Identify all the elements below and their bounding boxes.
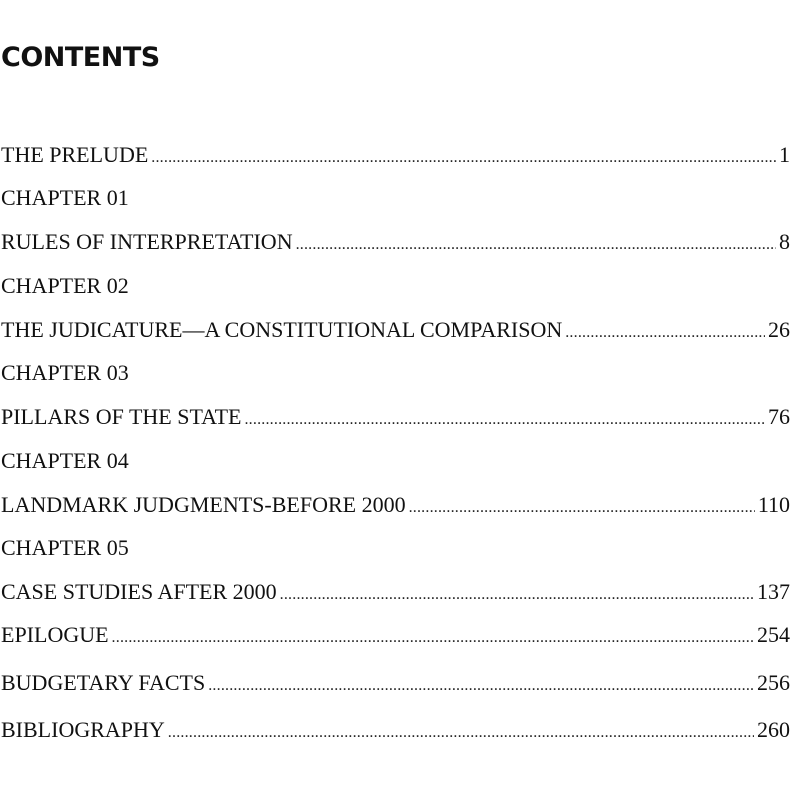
toc-entry-budgetary-facts[interactable] <box>0 668 790 698</box>
toc-entry-judicature[interactable] <box>0 315 790 345</box>
toc-entry-page: 254 <box>757 622 790 647</box>
toc-entry-case-studies[interactable] <box>0 577 790 607</box>
toc-entry-page: 256 <box>757 670 790 695</box>
contents-heading: CONTENTS <box>1 42 160 73</box>
dot-leader <box>112 623 754 653</box>
toc-entry-landmark-judgments[interactable] <box>0 490 790 520</box>
toc-entry-page: 260 <box>757 717 790 742</box>
toc-entry-title: THE JUDICATURE—A CONSTITUTIONAL COMPARISON <box>1 317 563 342</box>
toc-entry-title: PILLARS OF THE STATE <box>1 404 242 429</box>
toc-entry-page: 1 <box>779 142 790 167</box>
chapter-label-04: CHAPTER 04 <box>1 448 129 473</box>
dot-leader <box>296 230 776 260</box>
toc-entry-page: 137 <box>757 579 790 604</box>
toc-entry-title: BIBLIOGRAPHY <box>1 717 165 742</box>
toc-entry-title: RULES OF INTERPRETATION <box>1 229 293 254</box>
toc-entry-page: 110 <box>757 492 790 517</box>
dot-leader <box>280 580 754 610</box>
toc-entry-page: 26 <box>768 317 790 342</box>
dot-leader <box>409 493 755 523</box>
toc-entry-epilogue[interactable] <box>0 620 790 650</box>
chapter-label-01: CHAPTER 01 <box>1 185 129 210</box>
chapter-label-05: CHAPTER 05 <box>1 535 129 560</box>
toc-entry-title: LANDMARK JUDGMENTS-BEFORE 2000 <box>1 492 406 517</box>
chapter-label-02: CHAPTER 02 <box>1 273 129 298</box>
dot-leader <box>244 405 765 435</box>
dot-leader <box>208 671 754 701</box>
toc-entry-page: 76 <box>768 404 790 429</box>
toc-entry-pillars-of-the-state[interactable] <box>0 402 790 432</box>
toc-entry-title: EPILOGUE <box>1 622 109 647</box>
dot-leader <box>151 143 776 173</box>
toc-entry-page: 8 <box>779 229 790 254</box>
toc-entry-title: CASE STUDIES AFTER 2000 <box>1 579 277 604</box>
toc-entry-rules-of-interpretation[interactable] <box>0 227 790 257</box>
toc-entry-bibliography[interactable] <box>0 715 790 745</box>
toc-entry-title: THE PRELUDE <box>1 142 149 167</box>
toc-entry-title: BUDGETARY FACTS <box>1 670 206 695</box>
dot-leader <box>565 318 765 348</box>
chapter-label-03: CHAPTER 03 <box>1 360 129 385</box>
dot-leader <box>168 718 754 748</box>
toc-entry-prelude[interactable] <box>0 140 790 170</box>
